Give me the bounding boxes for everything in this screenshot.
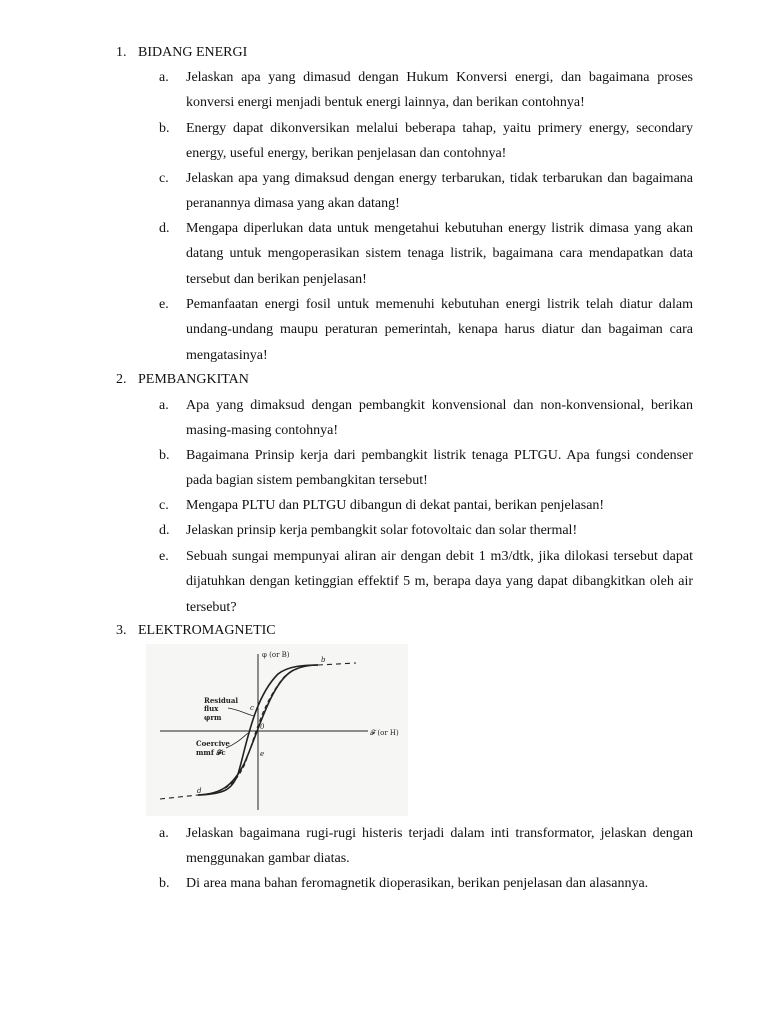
question-2a (159, 393, 693, 444)
section-title: ELEKTROMAGNETIC (138, 623, 276, 638)
question-text: Jelaskan bagaimana rugi-rugi histeris terjadi dalam inti transformator, jelaskan dengan menggunakan gambar diatas. (186, 826, 693, 867)
question-text: Bagaimana Prinsip kerja dari pembangkit listrik tenaga PLTGU. Apa fungsi condenser pada bagian sistem pembangkitan tersebut! (186, 448, 693, 489)
point-e-label: e (260, 750, 265, 758)
question-text: Di area mana bahan feromagnetik dioperasikan, berikan penjelasan dan alasannya. (186, 876, 649, 891)
question-text: Jelaskan prinsip kerja pembangkit solar fotovoltaic dan solar thermal! (186, 523, 578, 538)
section-number: 2. (116, 372, 127, 387)
section-number: 1. (116, 45, 127, 60)
question-text: Sebuah sungai mempunyai aliran air dengan debit 1 m3/dtk, jika dilokasi tersebut dapat dijatuhkan dengan ketinggian effektif 5 m, berapa daya yang dapat dibangkitkan oleh air tersebut? (186, 549, 693, 615)
coercive-label-line2: mmf 𝓕c (196, 748, 226, 757)
question-1e (159, 292, 693, 368)
question-1a (159, 65, 693, 116)
question-text: Apa yang dimaksud dengan pembangkit konvensional dan non-konvensional, berikan masing-masing contohnya! (186, 398, 693, 439)
question-letter: c. (159, 171, 169, 186)
question-text: Mengapa PLTU dan PLTGU dibangun di dekat pantai, berikan penjelasan! (186, 498, 605, 513)
question-letter: a. (159, 826, 169, 841)
question-3b (159, 871, 693, 896)
question-text: Jelaskan apa yang dimaksud dengan energy terbarukan, tidak terbarukan dan bagaimana peranannya dimasa yang akan datang! (186, 171, 693, 212)
question-1b (159, 116, 693, 167)
coercive-label-line1: Coercive (196, 739, 230, 748)
point-c-label: c (250, 704, 254, 712)
question-letter: b. (159, 121, 170, 136)
question-letter: d. (159, 523, 170, 538)
question-1d (159, 216, 693, 292)
hysteresis-loop-diagram (146, 644, 408, 816)
question-2c (159, 493, 693, 518)
residual-label-line2: flux (204, 704, 219, 713)
question-letter: c. (159, 498, 169, 513)
question-letter: b. (159, 876, 170, 891)
point-d-label: d (197, 787, 202, 795)
section-1-heading (116, 45, 247, 61)
section-3-heading (116, 623, 276, 639)
question-text: Jelaskan apa yang dimasud dengan Hukum Konversi energi, dan bagaimana proses konversi energi menjadi bentuk energi lainnya, dan berikan contohnya! (186, 70, 693, 111)
section-title: BIDANG ENERGI (138, 45, 248, 60)
origin-label: 0 (260, 723, 265, 731)
residual-label-line3: φrm (204, 713, 222, 722)
figure-background (146, 644, 408, 816)
question-2e (159, 544, 693, 620)
section-title: PEMBANGKITAN (138, 372, 249, 387)
hysteresis-figure (146, 644, 408, 816)
x-axis-label: 𝓕 (or H) (370, 729, 399, 737)
question-letter: a. (159, 70, 169, 85)
question-3a (159, 821, 693, 872)
question-1c (159, 166, 693, 217)
question-text: Mengapa diperlukan data untuk mengetahui kebutuhan energy listrik dimasa yang akan datang untuk mengoperasikan sistem tenaga listrik, bagaimana cara mendapatkan data tersebut dan berikan penjelasan! (186, 221, 693, 287)
question-letter: e. (159, 297, 169, 312)
question-letter: b. (159, 448, 170, 463)
question-2d (159, 518, 693, 543)
point-b-label: b (321, 656, 326, 664)
question-letter: e. (159, 549, 169, 564)
residual-label-line1: Residual (204, 696, 239, 705)
question-letter: a. (159, 398, 169, 413)
question-text: Energy dapat dikonversikan melalui beberapa tahap, yaitu primery energy, secondary energy, useful energy, berikan penjelasan dan contohnya! (186, 121, 693, 162)
section-2-heading (116, 372, 249, 388)
question-letter: d. (159, 221, 170, 236)
question-2b (159, 443, 693, 494)
y-axis-label: φ (or B) (262, 651, 290, 659)
question-text: Pemanfaatan energi fosil untuk memenuhi kebutuhan energi listrik telah diatur dalam undang-undang maupu peraturan pemerintah, kenapa harus diatur dan bagaiman cara mengatasinya! (186, 297, 693, 363)
section-number: 3. (116, 623, 127, 638)
